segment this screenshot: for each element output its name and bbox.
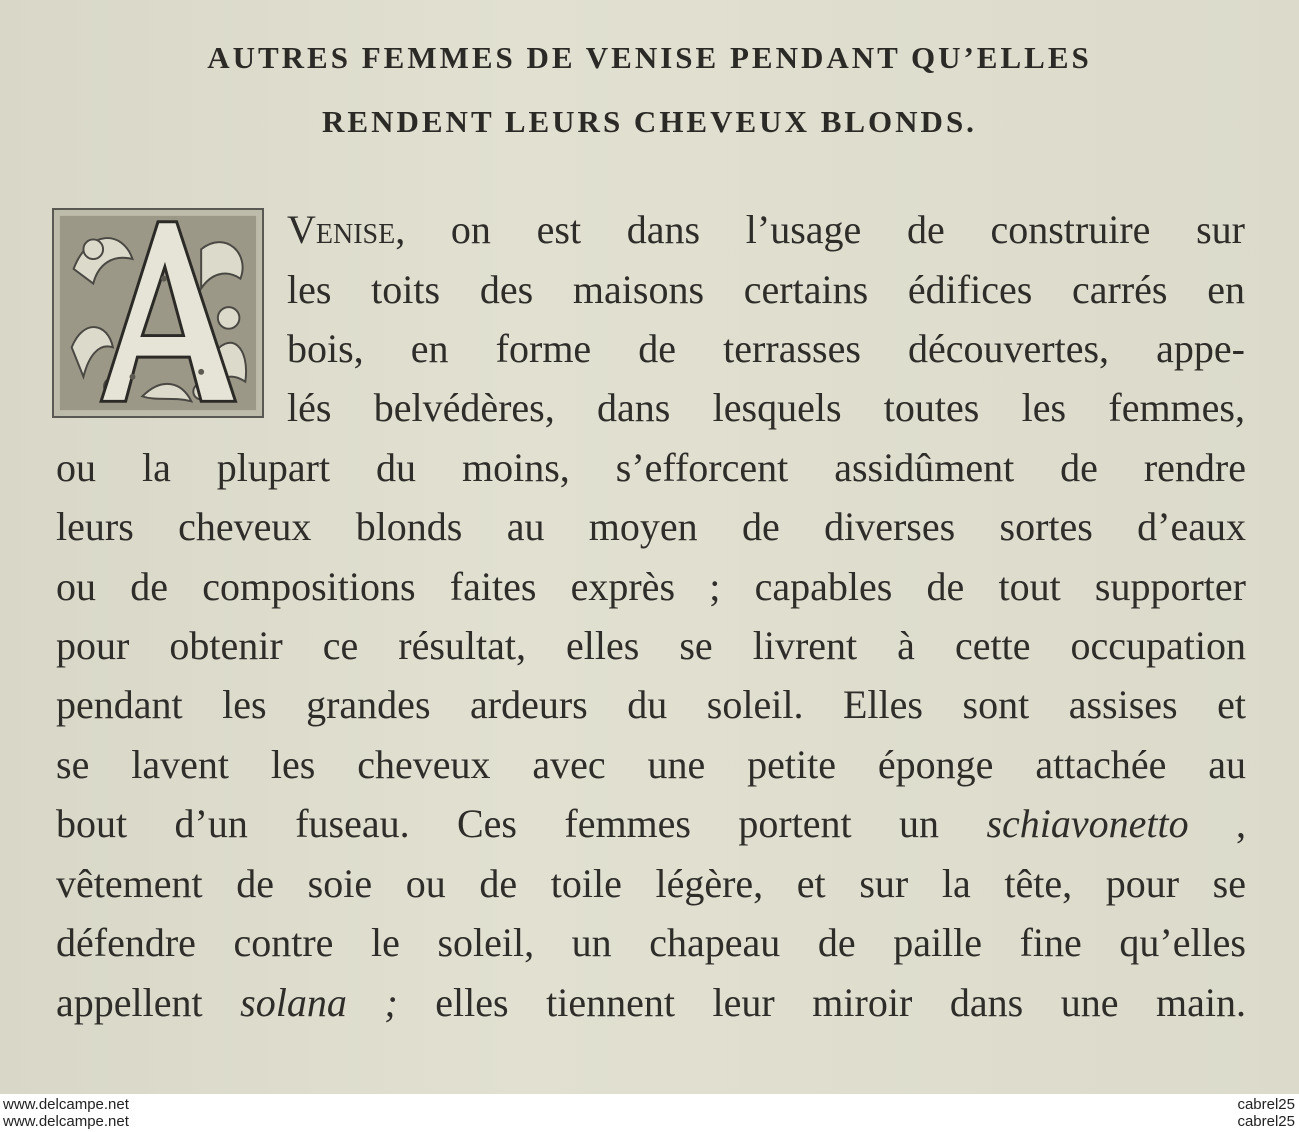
watermark-user-1: cabrel25 xyxy=(1237,1096,1295,1113)
text-solana: solana ; xyxy=(240,980,398,1025)
text-line-11 xyxy=(56,801,1247,846)
text-line-8: pour obtenir ce résultat, elles se livrent à cette occupation xyxy=(56,623,1246,668)
text-line-10: se lavent les cheveux avec une petite éponge attachée au xyxy=(56,742,1246,787)
text-line-4: lés belvédères, dans lesquels toutes les femmes, xyxy=(287,385,1245,430)
text-line-6: leurs cheveux blonds au moyen de diverses sortes d’eaux xyxy=(56,504,1246,549)
watermark-user xyxy=(1237,1096,1295,1130)
watermark-strip xyxy=(0,1094,1299,1132)
text-line-3: bois, en forme de terrasses découvertes, appe- xyxy=(287,326,1245,371)
text-line-11-a: bout d’un fuseau. Ces femmes portent un xyxy=(56,801,987,846)
text-line-14 xyxy=(56,980,1247,1025)
ornamental-drop-cap xyxy=(52,208,264,418)
text-line-2: les toits des maisons certains édifices carrés en xyxy=(287,267,1245,312)
watermark-site xyxy=(3,1096,129,1130)
page-title-line-1: AUTRES FEMMES DE VENISE PENDANT QU’ELLES xyxy=(207,40,1092,75)
text-line-12: vêtement de soie ou de toile légère, et sur la tête, pour se xyxy=(56,861,1246,906)
text-line-7: ou de compositions faites exprès ; capables de tout supporter xyxy=(56,564,1246,609)
watermark-site-1: www.delcampe.net xyxy=(3,1096,129,1113)
page-title-line-2: RENDENT LEURS CHEVEUX BLONDS. xyxy=(322,104,977,139)
watermark-user-2: cabrel25 xyxy=(1237,1113,1295,1130)
text-line-13: défendre contre le soleil, un chapeau de paille fine qu’elles xyxy=(56,920,1246,965)
text-line-14-a: appellent xyxy=(56,980,241,1025)
text-venise: Venise xyxy=(287,207,396,252)
text-line-11-b: , xyxy=(1188,801,1247,846)
text-line-1 xyxy=(287,207,1245,252)
watermark-site-2: www.delcampe.net xyxy=(3,1113,129,1130)
text-line-1-rest: , on est dans l’usage de construire sur xyxy=(395,207,1245,252)
text-line-9: pendant les grandes ardeurs du soleil. Elles sont assises et xyxy=(56,682,1246,727)
text-line-5: ou la plupart du moins, s’efforcent assidûment de rendre xyxy=(56,445,1246,490)
text-line-14-b: elles tiennent leur miroir dans une main. xyxy=(397,980,1247,1025)
text-schiavonetto: schiavonetto xyxy=(986,801,1189,846)
